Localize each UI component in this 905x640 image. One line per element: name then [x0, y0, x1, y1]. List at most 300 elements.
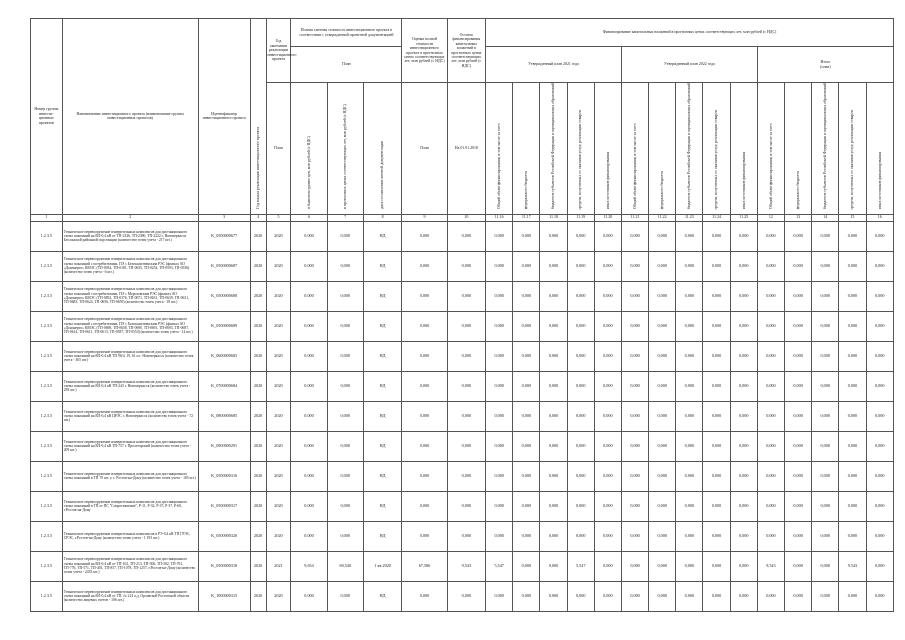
value-cell: 0,000: [486, 461, 513, 491]
value-cell: 0,000: [784, 521, 811, 551]
value-cell: 0,000: [812, 281, 839, 311]
value-cell: 0,000: [567, 341, 594, 371]
value-cell: 0,000: [676, 341, 703, 371]
header-group-number: Номер группы инвести-ционных проектов: [31, 19, 63, 215]
value-cell: 0,000: [866, 551, 894, 581]
value-cell: 0,000: [621, 251, 648, 281]
value-cell: 0,000: [784, 491, 811, 521]
table-row: [31, 251, 894, 281]
value-cell: 0,000: [649, 461, 676, 491]
value-cell: 0,000: [676, 251, 703, 281]
project-name-cell: Техническое перевооружение измерительных комплексов для дистанционного съема показаний на ВЛ-0,4 кВ от ТП-2326, ТП-2390, ТП-2222 г. Новочеркасск Бесланской районной подстанции (количество точек учета - 217 шт.): [62, 221, 198, 251]
group-number-cell: 1.2.3.5: [31, 431, 63, 461]
column-index-cell: 11.23: [676, 214, 703, 221]
value-cell: 0,000: [784, 461, 811, 491]
value-cell: 0,000: [447, 251, 485, 281]
table-row: [31, 521, 894, 551]
value-cell: 0,000: [567, 401, 594, 431]
table-row: [31, 401, 894, 431]
value-cell: 9,654: [291, 551, 327, 581]
value-cell: 0,000: [594, 551, 621, 581]
column-index-cell: 11.24: [703, 214, 730, 221]
table-row: [31, 311, 894, 341]
value-cell: 0,000: [730, 251, 757, 281]
column-index-cell: 2: [62, 214, 198, 221]
column-index-cell: 16: [866, 214, 894, 221]
end-year-cell: 2020: [266, 311, 291, 341]
value-cell: 0,000: [649, 401, 676, 431]
start-year-cell: 2020: [250, 551, 266, 581]
end-year-cell: 2020: [266, 491, 291, 521]
group-number-cell: 1.2.3.5: [31, 311, 63, 341]
value-cell: 0,000: [866, 521, 894, 551]
value-cell: 0,000: [402, 431, 447, 461]
value-cell: 0,000: [730, 431, 757, 461]
value-cell: 0,000: [649, 491, 676, 521]
value-cell: 9,543: [839, 551, 866, 581]
end-year-cell: 2020: [266, 431, 291, 461]
value-cell: 0,000: [866, 221, 894, 251]
start-year-cell: 2020: [250, 281, 266, 311]
project-id-cell: K_0500000317: [198, 491, 250, 521]
value-cell: 0,000: [291, 521, 327, 551]
value-cell: 0,000: [730, 581, 757, 611]
value-cell: НД: [363, 401, 401, 431]
value-cell: 0,000: [839, 281, 866, 311]
value-cell: 0,000: [291, 461, 327, 491]
project-name-cell: Техническое перевооружение измерительных комплексов для дистанционного съема показаний с потребителями, ПЭ с Белокалитвенским РЭС (филиал АО «Донэнерго» КМЭС (ТП-0034, ТП-0181, ТП-0635, ТП-0254, ТП-0593, ТП-0556) (количество точек учета - 6 шт.): [62, 251, 198, 281]
value-cell: 0,000: [866, 371, 894, 401]
value-cell: 0,000: [812, 461, 839, 491]
investment-table: [30, 18, 894, 612]
end-year-cell: 2020: [266, 581, 291, 611]
value-cell: 0,000: [402, 281, 447, 311]
value-cell: НД: [363, 311, 401, 341]
value-cell: 0,000: [486, 281, 513, 311]
project-name-cell: Техническое перевооружение измерительных комплексов для дистанционного съема показаний на ВЛ-0,4 кВ ТП-757 г. Пролетарский (количество точек учета - 209 шт.): [62, 431, 198, 461]
value-cell: 0,000: [594, 581, 621, 611]
header-remaining-date: На 01.01.2018: [447, 83, 485, 215]
value-cell: 69,540: [327, 551, 363, 581]
header-full-cost-plan: План: [291, 47, 402, 83]
value-cell: 0,000: [513, 281, 540, 311]
value-cell: 0,000: [866, 461, 894, 491]
start-year-cell: 2020: [250, 581, 266, 611]
value-cell: 0,000: [621, 551, 648, 581]
value-cell: 0,000: [866, 251, 894, 281]
value-cell: 0,000: [676, 551, 703, 581]
value-cell: 0,000: [839, 581, 866, 611]
value-cell: 0,000: [784, 401, 811, 431]
value-cell: НД: [363, 251, 401, 281]
header-estimate: Оценка полной стоимости инвестиционного проекта в прогнозных ценах соответствующих лет, млн рублей (с НДС): [402, 19, 447, 83]
value-cell: 0,000: [327, 431, 363, 461]
value-cell: 0,000: [676, 521, 703, 551]
value-cell: 1 кв 2020: [363, 551, 401, 581]
value-cell: 0,000: [594, 341, 621, 371]
column-index-cell: 8: [363, 214, 401, 221]
header-2022-f2: федерального бюджета: [660, 170, 664, 210]
value-cell: 0,000: [839, 371, 866, 401]
value-cell: 0,000: [703, 371, 730, 401]
value-cell: 0,000: [757, 341, 784, 371]
value-cell: 0,000: [567, 221, 594, 251]
value-cell: 0,000: [291, 251, 327, 281]
column-index-cell: 14: [812, 214, 839, 221]
value-cell: 0,000: [839, 401, 866, 431]
value-cell: 0,000: [649, 371, 676, 401]
value-cell: 0,000: [513, 521, 540, 551]
value-cell: 0,000: [540, 491, 567, 521]
project-name-cell: Техническое перевооружение измерительных комплексов для дистанционного съема показаний с потребителями, ПЭ с Белокалитвенским РЭС (филиал АО «Донэнерго» КМЭС (ТП-0698, ТП-0658, ТП-0690, ТП-0691, ТП-0693, ТП-0687, ТП-0614, ТП-0611, ТП-0613, ТП-0587, ТП-0553) (количество точек учета - 14 шт.): [62, 311, 198, 341]
start-year-cell: 2020: [250, 521, 266, 551]
value-cell: 0,000: [649, 221, 676, 251]
header-2022-f4: средств, полученных от оказания услуг, реализации товаров: [714, 109, 719, 210]
group-number-cell: 1.2.3.5: [31, 251, 63, 281]
value-cell: 0,000: [676, 431, 703, 461]
column-index-cell: 5: [266, 214, 291, 221]
end-year-cell: 2020: [266, 461, 291, 491]
value-cell: 0,000: [730, 341, 757, 371]
value-cell: 0,000: [703, 491, 730, 521]
value-cell: 0,000: [447, 281, 485, 311]
project-id-cell: K_1000000315: [198, 581, 250, 611]
value-cell: 0,000: [757, 431, 784, 461]
header-2022-f5: иных источников финансирования: [741, 151, 746, 210]
value-cell: 0,000: [703, 461, 730, 491]
value-cell: 0,000: [594, 371, 621, 401]
value-cell: 0,000: [703, 431, 730, 461]
value-cell: 0,000: [703, 311, 730, 341]
value-cell: 0,000: [402, 311, 447, 341]
project-id-cell: K_0900000291: [198, 431, 250, 461]
value-cell: 0,000: [839, 431, 866, 461]
value-cell: 0,000: [486, 401, 513, 431]
value-cell: 0,000: [513, 551, 540, 581]
project-id-cell: K_0500000687: [198, 251, 250, 281]
value-cell: 0,000: [784, 551, 811, 581]
value-cell: 0,000: [567, 311, 594, 341]
table-body: [31, 214, 894, 611]
value-cell: 0,000: [839, 491, 866, 521]
project-id-cell: K_0500000677: [198, 221, 250, 251]
header-cost-forecast: в прогнозных ценах соответствующих лет, млн рублей (с НДС): [343, 104, 348, 210]
value-cell: 0,000: [730, 371, 757, 401]
end-year-cell: 2020: [266, 401, 291, 431]
value-cell: 0,000: [621, 401, 648, 431]
project-name-cell: Техническое перевооружение измерительных комплексов для дистанционного съема показаний на ВЛ-0,4 кВ ТП-243 г. Новочеркасск (количество точек учета - 258 шт.): [62, 371, 198, 401]
value-cell: 0,000: [812, 251, 839, 281]
value-cell: 0,000: [703, 581, 730, 611]
value-cell: НД: [363, 461, 401, 491]
table-row: [31, 281, 894, 311]
column-index-cell: 11.22: [649, 214, 676, 221]
header-total: Итого: [820, 60, 831, 65]
value-cell: 0,000: [812, 491, 839, 521]
header-end-year-plan: План: [266, 83, 291, 215]
project-id-cell: K_0500000318: [198, 551, 250, 581]
value-cell: 0,000: [812, 311, 839, 341]
column-index-cell: 6: [291, 214, 327, 221]
value-cell: 0,000: [621, 521, 648, 551]
value-cell: 0,000: [513, 251, 540, 281]
value-cell: НД: [363, 521, 401, 551]
value-cell: 0,000: [594, 491, 621, 521]
value-cell: 0,000: [703, 341, 730, 371]
value-cell: НД: [363, 491, 401, 521]
value-cell: 0,000: [327, 491, 363, 521]
value-cell: 0,000: [730, 401, 757, 431]
table-row: [31, 341, 894, 371]
value-cell: 0,000: [567, 581, 594, 611]
value-cell: 0,000: [676, 311, 703, 341]
header-total-f1: Общий объем финансирования, в том числе за счет:: [768, 123, 773, 210]
value-cell: 0,000: [839, 251, 866, 281]
value-cell: 0,000: [866, 311, 894, 341]
value-cell: 0,000: [649, 311, 676, 341]
value-cell: 0,000: [784, 581, 811, 611]
start-year-cell: 2020: [250, 341, 266, 371]
column-index-cell: 11.20: [594, 214, 621, 221]
column-index-row: [31, 214, 894, 221]
value-cell: 0,000: [540, 341, 567, 371]
table-row: [31, 221, 894, 251]
value-cell: 0,000: [812, 221, 839, 251]
value-cell: 0,000: [540, 221, 567, 251]
column-index-cell: 4: [250, 214, 266, 221]
value-cell: 0,000: [486, 311, 513, 341]
value-cell: 0,000: [594, 221, 621, 251]
column-index-cell: 11.17: [513, 214, 540, 221]
value-cell: 0,000: [291, 281, 327, 311]
value-cell: 0,000: [649, 581, 676, 611]
value-cell: 0,000: [594, 431, 621, 461]
header-project-name: Наименование инвестиционного проекта (наименование группы инвестиционных проектов): [62, 19, 198, 215]
value-cell: 0,000: [757, 521, 784, 551]
table-row: [31, 431, 894, 461]
value-cell: 0,000: [730, 491, 757, 521]
value-cell: 0,000: [447, 371, 485, 401]
value-cell: 0,000: [447, 341, 485, 371]
value-cell: 0,000: [327, 221, 363, 251]
value-cell: 0,000: [839, 311, 866, 341]
table-row: [31, 551, 894, 581]
end-year-cell: 2020: [266, 521, 291, 551]
value-cell: 0,000: [757, 401, 784, 431]
end-year-cell: 2020: [266, 221, 291, 251]
value-cell: 0,000: [703, 521, 730, 551]
value-cell: 0,000: [291, 221, 327, 251]
value-cell: 0,000: [839, 221, 866, 251]
column-index-cell: 15: [839, 214, 866, 221]
value-cell: 0,000: [621, 311, 648, 341]
header-full-cost: Полная сметная стоимость инвестиционного проекта в соответствии с утвержденной проектной документацией: [291, 19, 402, 47]
group-number-cell: 1.2.3.5: [31, 461, 63, 491]
value-cell: 0,000: [839, 521, 866, 551]
header-2021-f5: иных источников финансирования: [605, 151, 610, 210]
value-cell: 0,000: [621, 461, 648, 491]
value-cell: 0,000: [812, 431, 839, 461]
value-cell: 0,000: [649, 521, 676, 551]
value-cell: 0,000: [567, 431, 594, 461]
start-year-cell: 2020: [250, 401, 266, 431]
group-number-cell: 1.2.3.5: [31, 491, 63, 521]
value-cell: 0,000: [757, 311, 784, 341]
value-cell: 0,000: [757, 491, 784, 521]
value-cell: 0,000: [649, 251, 676, 281]
column-index-cell: 11.18: [540, 214, 567, 221]
value-cell: 0,000: [327, 341, 363, 371]
value-cell: 0,000: [513, 491, 540, 521]
column-index-cell: 10: [447, 214, 485, 221]
value-cell: 0,000: [567, 251, 594, 281]
value-cell: 0,000: [513, 431, 540, 461]
header-2022-f3: бюджетов субъектов Российской Федерации и муниципальных образований: [687, 83, 692, 210]
value-cell: 0,000: [757, 371, 784, 401]
value-cell: 0,000: [327, 581, 363, 611]
value-cell: 0,000: [513, 401, 540, 431]
value-cell: 0,000: [402, 371, 447, 401]
value-cell: 0,000: [812, 401, 839, 431]
value-cell: 0,000: [730, 311, 757, 341]
value-cell: 0,000: [486, 521, 513, 551]
group-number-cell: 1.2.3.5: [31, 221, 63, 251]
value-cell: 0,000: [513, 311, 540, 341]
value-cell: 0,000: [703, 401, 730, 431]
value-cell: 0,000: [327, 371, 363, 401]
value-cell: 0,000: [649, 551, 676, 581]
value-cell: 0,000: [730, 521, 757, 551]
table-row: [31, 491, 894, 521]
project-id-cell: K_0800000685: [198, 401, 250, 431]
value-cell: 0,000: [402, 341, 447, 371]
value-cell: 0,000: [447, 521, 485, 551]
start-year-cell: 2020: [250, 251, 266, 281]
project-name-cell: Техническое перевооружение измерительных комплексов для дистанционного съема показаний в ТП от ПС "Сопротивление", Р-11, Р-32, Р-37, Р-37, Р-60, г.Ростов-на-Дону: [62, 491, 198, 521]
group-number-cell: 1.2.3.5: [31, 581, 63, 611]
header-project-id: Идентификатор инвестиционного проекта: [198, 19, 250, 215]
value-cell: НД: [363, 221, 401, 251]
value-cell: 0,000: [486, 251, 513, 281]
value-cell: 0,000: [486, 341, 513, 371]
value-cell: 0,000: [291, 371, 327, 401]
value-cell: 0,000: [327, 251, 363, 281]
value-cell: 0,000: [486, 431, 513, 461]
value-cell: 0,000: [291, 581, 327, 611]
value-cell: 0,000: [730, 551, 757, 581]
header-total-sub: (план): [820, 64, 831, 69]
value-cell: 0,000: [676, 221, 703, 251]
start-year-cell: 2020: [250, 371, 266, 401]
value-cell: НД: [363, 341, 401, 371]
value-cell: 0,000: [757, 221, 784, 251]
project-name-cell: Техническое перевооружение измерительных комплексов для дистанционного съема показаний на ВЛ-0,4 кВ от ТП, № 214 а.д. Орловской Ростовской области (количество лицевых счетов - 106 шт.): [62, 581, 198, 611]
header-2021-f4: средств, полученных от оказания услуг, реализации товаров: [578, 109, 583, 210]
value-cell: 0,000: [540, 281, 567, 311]
value-cell: 0,000: [812, 521, 839, 551]
header-2021-f2: федерального бюджета: [524, 170, 529, 210]
value-cell: 0,000: [447, 491, 485, 521]
header-cost-date: дата составления сметной документации: [380, 141, 385, 210]
value-cell: 0,000: [812, 371, 839, 401]
header-year-2021: Утвержденный план 2021 года: [486, 47, 622, 83]
project-id-cell: K_0500000320: [198, 521, 250, 551]
header-total-f2: федерального бюджета: [795, 170, 800, 210]
value-cell: 0,000: [567, 371, 594, 401]
group-number-cell: 1.2.3.5: [31, 521, 63, 551]
value-cell: 0,000: [594, 251, 621, 281]
column-index-cell: 13: [784, 214, 811, 221]
value-cell: 0,000: [486, 221, 513, 251]
value-cell: 0,000: [540, 551, 567, 581]
header-2022-f1: Общий объем финансирования, в том числе за счет:: [632, 123, 637, 210]
value-cell: 0,000: [540, 431, 567, 461]
project-id-cell: K_0500000316: [198, 461, 250, 491]
value-cell: 0,000: [486, 371, 513, 401]
group-number-cell: 1.2.3.5: [31, 281, 63, 311]
value-cell: 0,000: [784, 341, 811, 371]
column-index-cell: 11.19: [567, 214, 594, 221]
header-estimate-plan: План: [402, 83, 447, 215]
column-index-cell: 1: [31, 214, 63, 221]
value-cell: 0,000: [784, 371, 811, 401]
start-year-cell: 2020: [250, 431, 266, 461]
column-index-cell: 12: [757, 214, 784, 221]
table-row: [31, 461, 894, 491]
table-row: [31, 371, 894, 401]
value-cell: 0,000: [812, 581, 839, 611]
value-cell: 0,000: [703, 221, 730, 251]
value-cell: 0,000: [703, 281, 730, 311]
value-cell: 0,000: [866, 431, 894, 461]
group-number-cell: 1.2.3.5: [31, 341, 63, 371]
project-id-cell: K_0500000689: [198, 311, 250, 341]
value-cell: 0,000: [621, 371, 648, 401]
value-cell: 9,543: [447, 551, 485, 581]
value-cell: 0,000: [784, 311, 811, 341]
value-cell: НД: [363, 431, 401, 461]
value-cell: 0,000: [621, 281, 648, 311]
value-cell: 0,000: [730, 221, 757, 251]
value-cell: 0,000: [540, 401, 567, 431]
project-id-cell: K_0700000684: [198, 371, 250, 401]
header-end-year: Год окончания реализации инвестиционного проекта: [266, 19, 291, 83]
value-cell: 0,000: [291, 431, 327, 461]
end-year-cell: 2020: [266, 281, 291, 311]
project-name-cell: Техническое перевооружение измерительных комплексов для дистанционного съема показаний в ТП 70 шт. у. г. Ростов-на-Дону (количество точек учета - 105 шт.): [62, 461, 198, 491]
value-cell: 0,000: [567, 281, 594, 311]
value-cell: 0,000: [621, 431, 648, 461]
value-cell: 0,000: [676, 281, 703, 311]
project-name-cell: Техническое перевооружение измерительных комплексов в РЭ-0,4 кВ ТП ГРЭС, СРЭС, г.Ростов-на-Дону (количество точек учета - 1 193 шт.): [62, 521, 198, 551]
value-cell: 0,000: [649, 431, 676, 461]
value-cell: НД: [363, 281, 401, 311]
group-number-cell: 1.2.3.5: [31, 401, 63, 431]
project-name-cell: Техническое перевооружение измерительных комплексов для дистанционного съема показаний на ВЛ-0,4 кВ ТП 96/4, 19, 61 и г. Новочеркасск (количество точек учета - 365 шт.): [62, 341, 198, 371]
value-cell: 0,000: [757, 461, 784, 491]
value-cell: 0,000: [402, 521, 447, 551]
value-cell: 5,547: [567, 551, 594, 581]
value-cell: 0,000: [567, 461, 594, 491]
start-year-cell: 2020: [250, 221, 266, 251]
value-cell: 0,000: [540, 311, 567, 341]
value-cell: 0,000: [649, 281, 676, 311]
value-cell: 0,000: [291, 491, 327, 521]
value-cell: 67,586: [402, 551, 447, 581]
column-index-cell: 7: [327, 214, 363, 221]
value-cell: 0,000: [812, 551, 839, 581]
value-cell: НД: [363, 581, 401, 611]
